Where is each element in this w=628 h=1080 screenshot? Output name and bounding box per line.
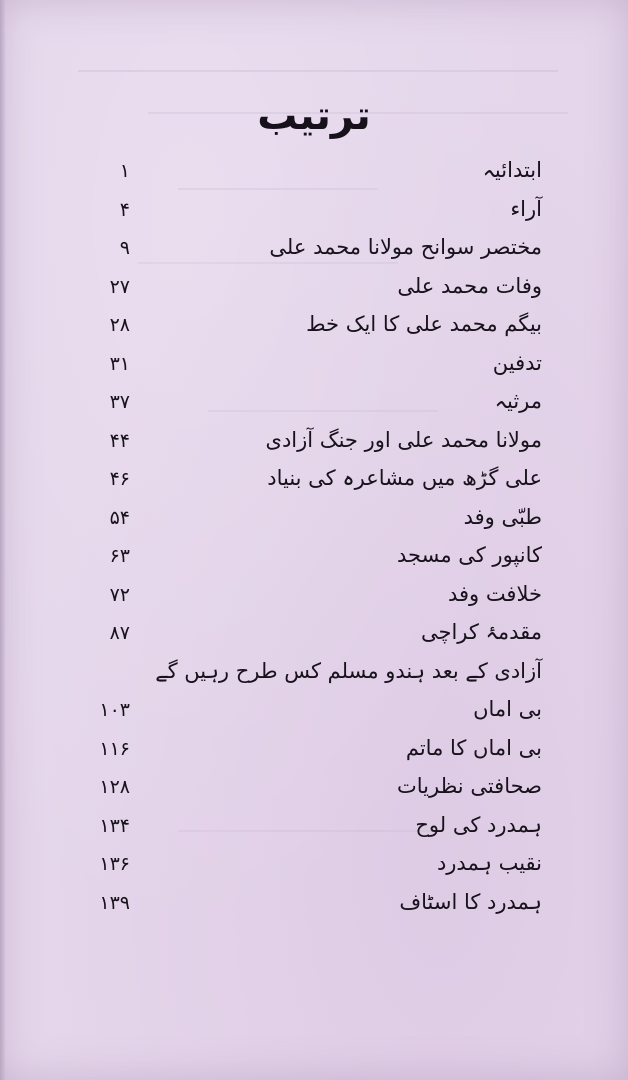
toc-entry[interactable] (56, 691, 542, 730)
toc-entry[interactable] (56, 383, 542, 422)
toc-entry-title: وفات محمد علی (397, 273, 542, 298)
toc-entry-title: مختصر سوانح مولانا محمد علی (269, 235, 542, 259)
toc-entry[interactable] (56, 537, 542, 576)
toc-entry-page: ۷۲ (109, 583, 130, 606)
toc-entry-title: علی گڑھ میں مشاعرہ کی بنیاد (267, 466, 542, 490)
toc-entry[interactable] (56, 499, 542, 538)
toc-entry-title: مولانا محمد علی اور جنگ آزادی (265, 427, 542, 452)
page-edge-shadow (0, 0, 6, 1080)
toc-entry-page: ۹ (119, 237, 130, 259)
toc-entry[interactable] (56, 191, 542, 230)
toc-entry[interactable] (56, 730, 542, 769)
toc-entry-page: ۳۷ (109, 391, 130, 413)
toc-entry-title: طبّی وفد (463, 504, 542, 529)
toc-entry[interactable] (56, 152, 542, 191)
toc-entry[interactable] (56, 422, 542, 461)
table-of-contents (56, 152, 542, 922)
toc-entry-page: ۴۶ (109, 468, 130, 490)
toc-entry-title: آراء (510, 196, 542, 221)
toc-entry[interactable] (56, 268, 542, 307)
toc-entry-page: ۵۴ (109, 506, 130, 529)
toc-entry-page: ۱۰۳ (99, 699, 130, 721)
toc-entry[interactable] (56, 460, 542, 499)
toc-entry-title: تدفین (492, 350, 542, 375)
toc-entry-title: بی اماں کا ماتم (405, 735, 542, 760)
toc-entry-title: کانپور کی مسجد (397, 543, 542, 567)
toc-entry-title: صحافتی نظریات (396, 774, 542, 798)
toc-entry-title: ہمدرد کی لوح (415, 812, 542, 837)
toc-entry-page: ۱۱۶ (99, 737, 130, 760)
toc-entry[interactable] (56, 614, 542, 653)
toc-entry-page: ۱۳۶ (99, 853, 130, 875)
toc-entry[interactable] (56, 768, 542, 807)
toc-entry-page: ۱ (119, 160, 130, 182)
toc-entry-title: آزادی کے بعد ہندو مسلم کس طرح رہیں گے (155, 658, 542, 683)
toc-entry-page: ۱۳۹ (99, 891, 130, 914)
toc-entry-page: ۴۴ (109, 429, 130, 452)
toc-entry-page: ۶۳ (109, 545, 130, 567)
toc-entry[interactable] (56, 306, 542, 345)
page-title: ترتیب (257, 93, 371, 139)
toc-entry-title: مرثیہ (494, 389, 542, 413)
toc-entry-page: ۱۲۸ (99, 776, 130, 798)
toc-entry-page: ۳۱ (109, 352, 130, 375)
toc-entry[interactable] (56, 229, 542, 268)
toc-entry-title: مقدمۂ کراچی (420, 620, 542, 644)
toc-entry-title: ہمدرد کا اسٹاف (399, 889, 542, 914)
toc-entry[interactable] (56, 345, 542, 384)
toc-entry-page: ۱۳۴ (99, 814, 130, 837)
toc-entry-title: بی اماں (473, 697, 542, 721)
toc-entry[interactable] (56, 653, 542, 692)
toc-entry-title: بیگم محمد علی کا ایک خط (306, 312, 542, 336)
toc-entry-page: ۸۷ (109, 622, 130, 644)
toc-entry-title: نقیب ہمدرد (436, 851, 542, 875)
toc-entry-title: خلافت وفد (447, 581, 542, 606)
toc-entry-page: ۲۸ (109, 314, 130, 336)
toc-entry[interactable] (56, 807, 542, 846)
toc-entry[interactable] (56, 576, 542, 615)
toc-entry-title: ابتدائیہ (482, 158, 542, 182)
toc-entry[interactable] (56, 845, 542, 884)
toc-entry-page: ۲۷ (109, 275, 130, 298)
toc-entry[interactable] (56, 884, 542, 923)
toc-entry-page: ۴ (119, 198, 130, 221)
